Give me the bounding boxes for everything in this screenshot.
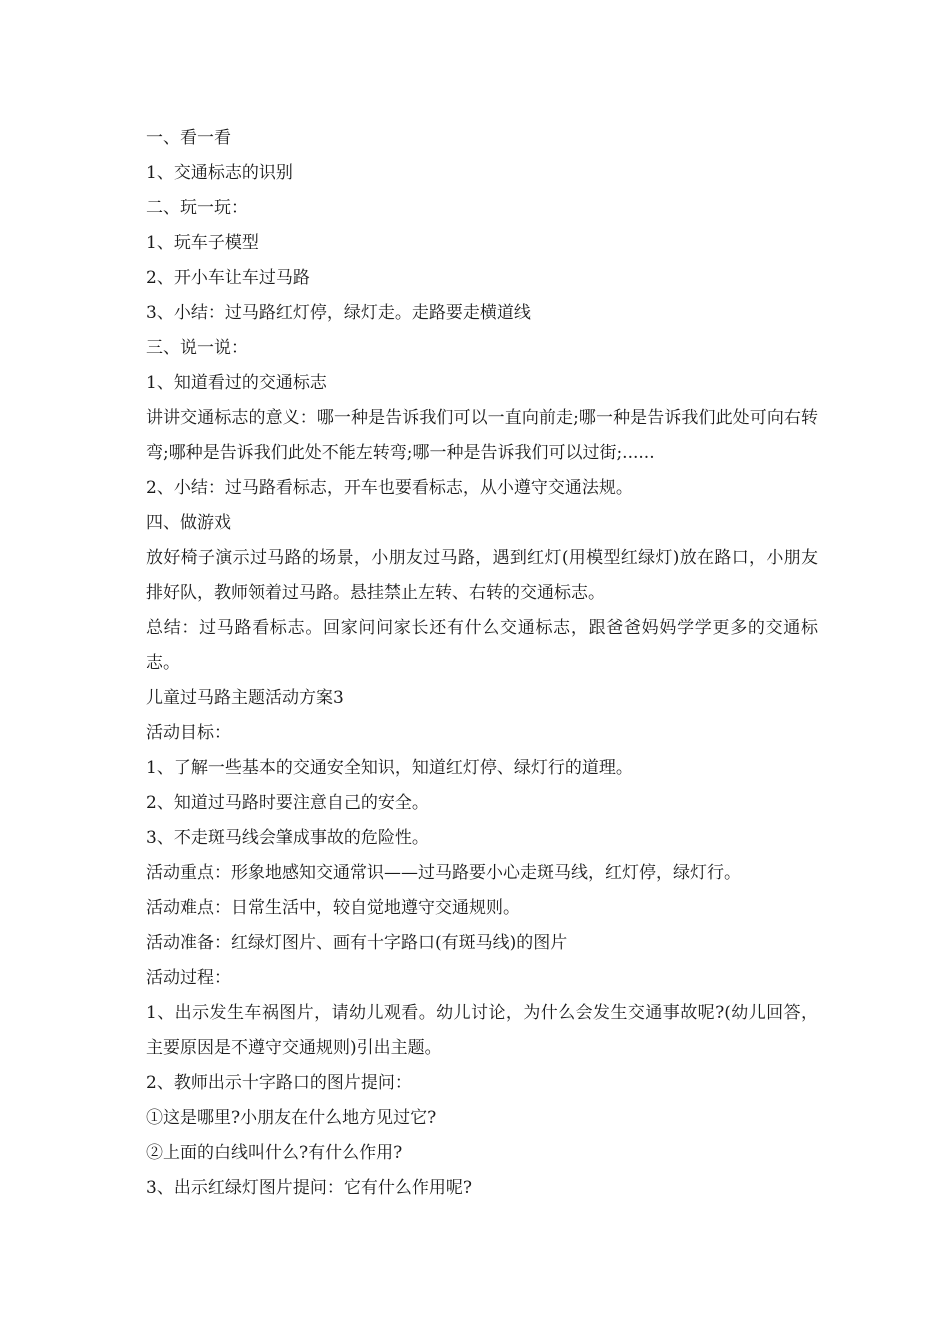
paragraph: 总结：过马路看标志。回家问问家长还有什么交通标志，跟爸爸妈妈学学更多的交通标志。	[146, 618, 818, 673]
document-title: 儿童过马路主题活动方案3	[146, 688, 344, 708]
section-heading-process: 活动过程：	[146, 968, 231, 988]
paragraph: ①这是哪里?小朋友在什么地方见过它?	[146, 1108, 437, 1128]
paragraph: 2、知道过马路时要注意自己的安全。	[146, 793, 429, 813]
section-heading-game: 四、做游戏	[146, 513, 231, 533]
paragraph: 1、了解一些基本的交通安全知识，知道红灯停、绿灯行的道理。	[146, 758, 633, 778]
document-page	[146, 121, 818, 1206]
section-heading-say: 三、说一说：	[146, 338, 248, 358]
paragraph: 1、出示发生车祸图片，请幼儿观看。幼儿讨论，为什么会发生交通事故呢?(幼儿回答，主要原因是不遵守交通规则)引出主题。	[146, 1003, 818, 1058]
paragraph: 2、小结：过马路看标志，开车也要看标志，从小遵守交通法规。	[146, 478, 633, 498]
paragraph: 1、知道看过的交通标志	[146, 373, 327, 393]
paragraph: 活动准备：红绿灯图片、画有十字路口(有斑马线)的图片	[146, 933, 568, 953]
paragraph: 讲讲交通标志的意义：哪一种是告诉我们可以一直向前走;哪一种是告诉我们此处可向右转弯;哪种是告诉我们此处不能左转弯;哪一种是告诉我们可以过街;......	[146, 408, 818, 463]
paragraph: 放好椅子演示过马路的场景，小朋友过马路，遇到红灯(用模型红绿灯)放在路口，小朋友排好队，教师领着过马路。悬挂禁止左转、右转的交通标志。	[146, 548, 818, 603]
section-heading-look: 一、看一看	[146, 128, 231, 148]
paragraph: 2、开小车让车过马路	[146, 268, 310, 288]
paragraph: 3、不走斑马线会肇成事故的危险性。	[146, 828, 429, 848]
paragraph: ②上面的白线叫什么?有什么作用?	[146, 1143, 403, 1163]
section-heading-play: 二、玩一玩：	[146, 198, 248, 218]
paragraph: 2、教师出示十字路口的图片提问：	[146, 1073, 412, 1093]
paragraph: 1、玩车子模型	[146, 233, 259, 253]
paragraph: 3、出示红绿灯图片提问：它有什么作用呢?	[146, 1178, 472, 1198]
section-heading-goals: 活动目标：	[146, 723, 231, 743]
paragraph: 活动重点：形象地感知交通常识——过马路要小心走斑马线，红灯停，绿灯行。	[146, 863, 741, 883]
paragraph: 活动难点：日常生活中，较自觉地遵守交通规则。	[146, 898, 520, 918]
paragraph: 1、交通标志的识别	[146, 163, 293, 183]
paragraph: 3、小结：过马路红灯停，绿灯走。走路要走横道线	[146, 303, 531, 323]
